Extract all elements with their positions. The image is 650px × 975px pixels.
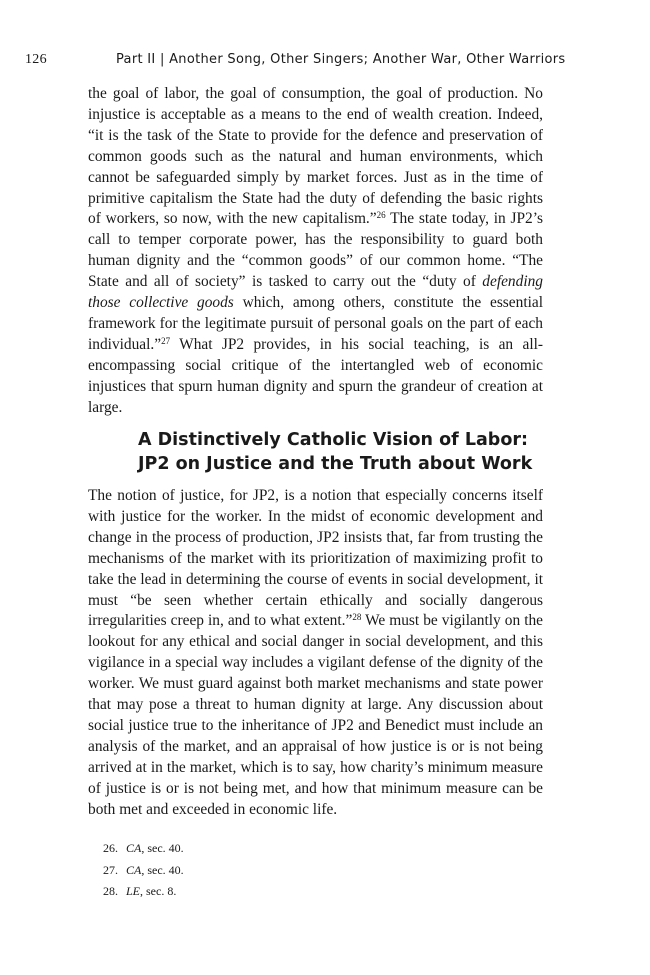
footnote [103,881,184,903]
paragraph-text: The notion of justice, for JP2, is a notion that especially concerns itself with justice for the worker. In the midst of economic development and change in the process of production, JP2 insists that, far from trusting the mechanisms of the market with its prioritization of maximizing profit to take the lead in determining the course of events in social development, it must “be seen whether certain ethically and socially dangerous irregularities creep in, and to what extent.” [88,487,543,630]
footnote [103,860,184,882]
footnote-ref: 27 [161,335,171,346]
paragraph-text: which, among others, constitute the essential framework for the legitimate pursuit of personal goals on the part of each individual.” [88,294,543,353]
footnote-source: CA [126,841,142,855]
footnote-text: , sec. 40. [141,862,184,877]
section-heading-line-2: JP2 on Justice and the Truth about Work [138,454,533,474]
footnote-number: 27. [103,862,118,877]
section-heading-line-1: A Distinctively Catholic Vision of Labor: [138,430,528,450]
footnote [103,838,184,860]
running-head: Part II | Another Song, Other Singers; Another War, Other Warriors [116,52,566,67]
section-heading [138,428,558,476]
paragraph-text: We must be vigilantly on the lookout for any ethical and social danger in social development, and this vigilance in a special way includes a vigilant defense of the dignity of the worker. We must guard against both market mechanisms and state power that may pose a threat to human dignity at large. Any discussion about social justice true to the inheritance of JP2 and Benedict must include an analysis of the market, and an appraisal of how justice is or is not being arrived at in the market, which is to say, how charity’s minimum measure of justice is or is not being met, and how that minimum measure can be both met and exceeded in economic life. [88,612,543,818]
footnote-text: , sec. 8. [140,884,177,898]
footnotes [103,838,184,903]
body-paragraph-1 [88,84,543,419]
body-paragraph-2 [88,486,543,821]
footnote-source: CA [126,862,142,877]
footnote-text: , sec. 40. [141,841,184,855]
footnote-source: LE [126,884,141,898]
paragraph-text: What JP2 provides, in his social teaching, is an all-encompassing social critique of the intertangled web of economic injustices that spurn human dignity and spurn the grandeur of creation at large. [88,335,543,416]
page-number: 126 [25,52,47,67]
footnote-number: 26. [103,841,118,855]
footnote-ref: 28 [352,612,362,623]
footnote-number: 28. [103,884,118,898]
paragraph-text: the goal of labor, the goal of consumption, the goal of production. No injustice is acceptable as a means to the end of wealth creation. Indeed, “it is the task of the State to provide for the defence and preservation of common goods such as the natural and human environments, which cannot be safeguarded simply by market forces. Just as in the time of primitive capitalism the State had the duty of defending the basic rights of workers, so now, with the new capitalism.” [88,85,543,228]
paragraph-text: The state today, in JP2’s call to temper corporate power, has the responsibility to guard both human dignity and the “common goods” of our common home. “The State and all of society” is tasked to carry out the “duty of [88,210,543,291]
italic-phrase: defending those collective goods [88,273,543,312]
footnote-ref: 26 [376,210,386,221]
